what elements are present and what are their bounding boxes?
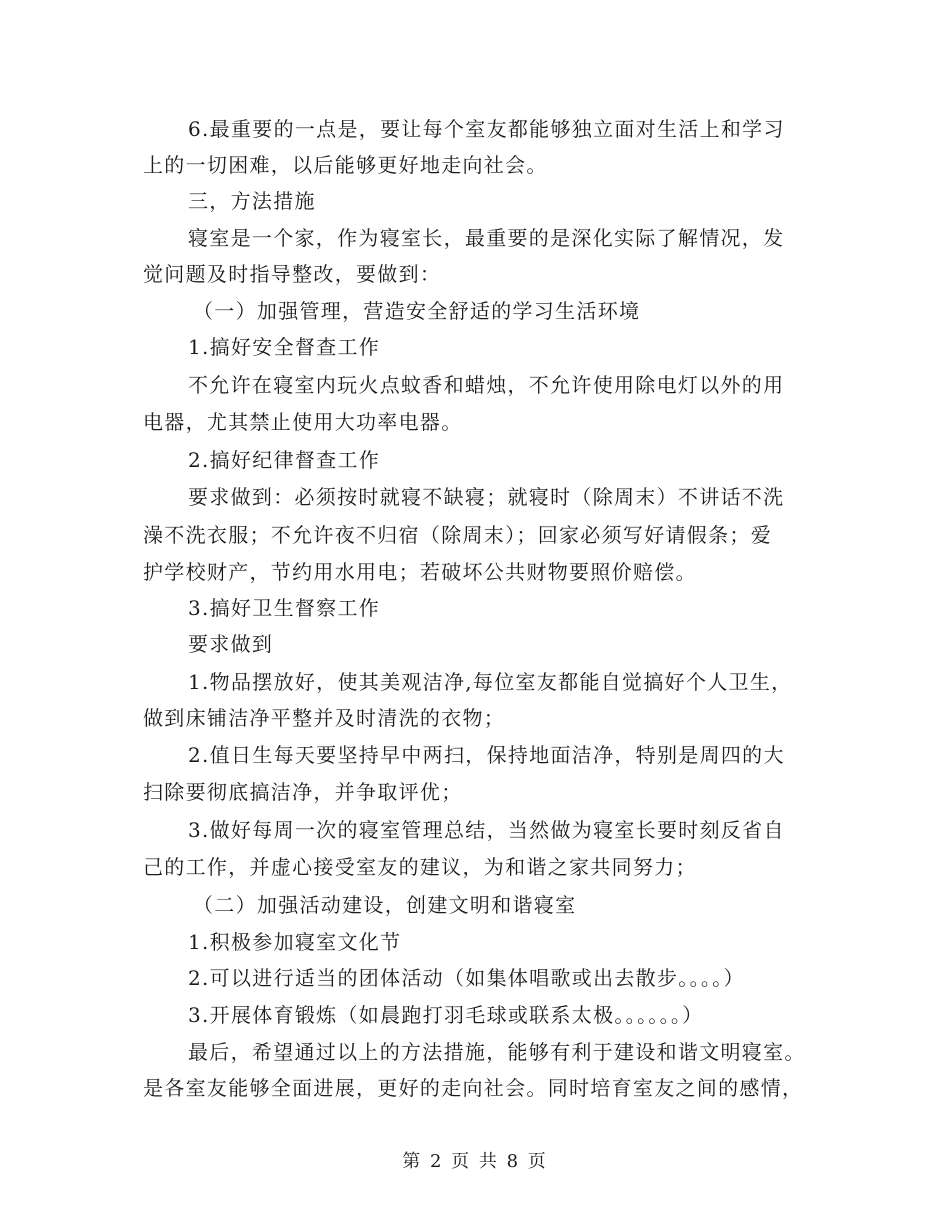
text-line: 1.积极参加寝室文化节 <box>188 930 402 954</box>
text-line: 上的一切困难，以后能够更好地走向社会。 <box>143 153 548 177</box>
text-line: 寝室是一个家，作为寝室长，最重要的是深化实际了解情况，发 <box>188 226 785 250</box>
text-line: 3.开展体育锻炼（如晨跑打羽毛球或联系太极。。。。。。） <box>188 1003 704 1027</box>
item-heading: 1.搞好安全督查工作 <box>188 335 381 359</box>
text-line: 2.可以进行适当的团体活动（如集体唱歌或出去散步。。。。） <box>188 966 745 990</box>
text-line: 电器，尤其禁止使用大功率电器。 <box>143 410 463 434</box>
text-line: 己的工作，并虚心接受室友的建议，为和谐之家共同努力； <box>143 855 697 879</box>
text-line: 最后，希望通过以上的方法措施，能够有利于建设和谐文明寝室。 <box>188 1040 806 1064</box>
text-line: 澡不洗衣服；不允许夜不归宿（除周末）；回家必须写好请假条；爱 <box>143 523 772 547</box>
text-line: 觉问题及时指导整改，要做到： <box>143 262 442 286</box>
text-line: 是各室友能够全面进展，更好的走向社会。同时培育室友之间的感情， <box>143 1076 804 1100</box>
section-heading: 三，方法措施 <box>188 189 316 213</box>
item-heading: 2.搞好纪律督查工作 <box>188 448 381 472</box>
text-line: 不允许在寝室内玩火点蚊香和蜡烛，不允许使用除电灯以外的用 <box>188 373 785 397</box>
text-line: 1.物品摆放好，使其美观洁净,每位室友都能自觉搞好个人卫生， <box>188 670 793 694</box>
subsection-heading: （一）加强管理，营造安全舒适的学习生活环境 <box>193 299 641 323</box>
text-line: 扫除要彻底搞洁净，并争取评优； <box>143 780 463 804</box>
text-line: 做到床铺洁净平整并及时清洗的衣物； <box>143 706 506 730</box>
text-line: 3.做好每周一次的寝室管理总结，当然做为寝室长要时刻反省自 <box>188 818 785 842</box>
text-line: 2.值日生每天要坚持早中两扫，保持地面洁净，特别是周四的大 <box>188 743 785 767</box>
page-number-footer: 第 2 页 共 8 页 <box>402 1151 548 1172</box>
text-line: 要求做到 <box>188 632 274 656</box>
text-line: 要求做到：必须按时就寝不缺寝；就寝时（除周末）不讲话不洗 <box>188 485 785 509</box>
text-line: 6.最重要的一点是，要让每个室友都能够独立面对生活上和学习 <box>188 117 785 141</box>
text-line: 护学校财产，节约用水用电；若破坏公共财物要照价赔偿。 <box>143 560 697 584</box>
item-heading: 3.搞好卫生督察工作 <box>188 596 381 620</box>
subsection-heading: （二）加强活动建设，创建文明和谐寝室 <box>193 893 577 917</box>
